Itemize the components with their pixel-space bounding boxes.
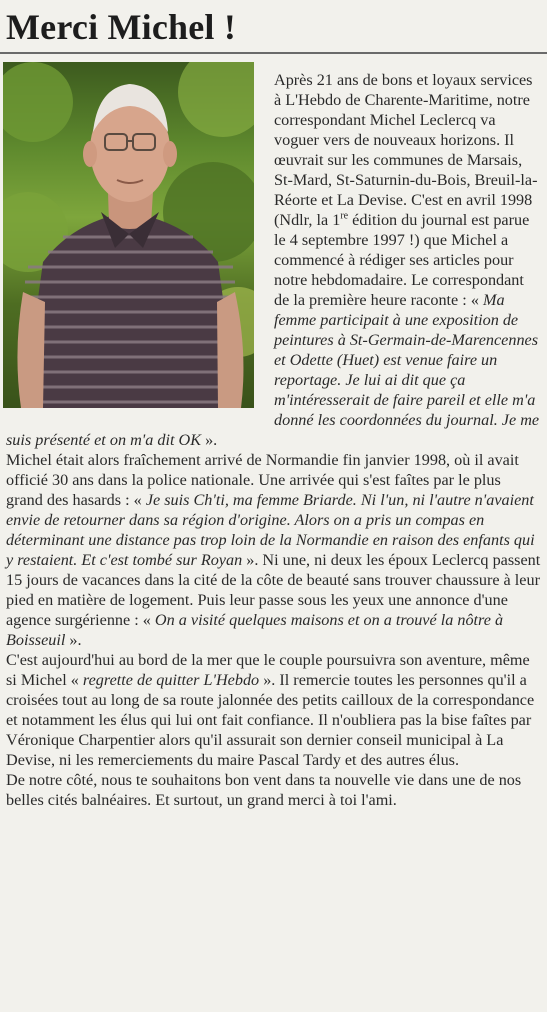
body-text: De notre côté, nous te souhaitons bon vent dans ta nouvelle vie dans une de nos belles cités balnéaires. Et surtout, un grand merci à toi l'ami.	[6, 771, 522, 809]
body-text: édition du journal est parue le 4 septembre 1997 !) que Michel a commencé à rédiger ses articles pour notre hebdomadaire. Le correspondant de la première heure raconte : «	[274, 211, 530, 309]
title-rule	[0, 52, 547, 54]
quote-text: Je suis Ch'ti, ma femme Briarde. Ni l'un, ni l'autre n'avaient envie de retourner dans sa région d'origine. Alors on a pris un compas en déterminant une distance pas trop loin de la Normandie en raison des enfants qui y restaient. Et c'est tombé sur Royan	[6, 491, 535, 569]
superscript-text: re	[340, 210, 349, 222]
paragraph-2	[6, 450, 541, 650]
article-title: Merci Michel !	[6, 7, 237, 47]
body-text: C'est aujourd'hui au bord de la mer que le couple poursuivra son aventure, même si Michel «	[6, 651, 530, 689]
body-text: ». Il remercie toutes les personnes qu'il a croisées tout au long de sa route jalonnée des petits cailloux de la correspondance et notamment les élus qui lui ont fait confiance. Il n'oubliera pas la bise faîtes par Véronique Charpentier alors qu'il assurait son dernier conseil municipal à La Devise, ni les remerciements du maire Pascal Tardy et des autres élus.	[6, 671, 535, 769]
body-text: ».	[201, 431, 218, 449]
photo-wrap-space	[6, 70, 274, 414]
paragraph-4	[6, 770, 541, 810]
quote-text: On a visité quelques maisons et on a trouvé la nôtre à Boisseuil	[6, 611, 504, 649]
body-text: ». Ni une, ni deux les époux Leclercq passent 15 jours de vacances dans la cité de la côte de beauté sans trouver chaussure à leur pied en matière de logement. Puis leur passe sous les yeux une annonce d'une agence surgérienne : «	[6, 551, 541, 629]
quote-text: Ma femme participait à une exposition de peintures à St-Germain-de-Marencennes et Odette (Huet) est venue faire un reportage. Je lui ai dit que ça m'intéresserait de faire pareil et elle m'a donné les coordonnées du journal. Je me suis présenté et on m'a dit OK	[6, 291, 540, 449]
body-text: Michel était alors fraîchement arrivé de Normandie fin janvier 1998, où il avait officié 30 ans dans la police nationale. Une arrivée qui s'est faîtes par le plus grand des hasards : «	[6, 451, 519, 509]
body-text: ».	[65, 631, 82, 649]
body-text: Après 21 ans de bons et loyaux services à L'Hebdo de Charente-Maritime, notre correspondant Michel Leclercq va voguer vers de nouveaux horizons. Il œuvrait sur les communes de Marsais, St-Mard, St-Saturnin-du-Bois, Breuil-la-Réorte et La Devise. C'est en avril 1998 (Ndlr, la 1	[274, 71, 538, 229]
quote-text: regrette de quitter L'Hebdo	[82, 671, 260, 689]
paragraph-3	[6, 650, 541, 770]
article-body	[6, 70, 541, 810]
